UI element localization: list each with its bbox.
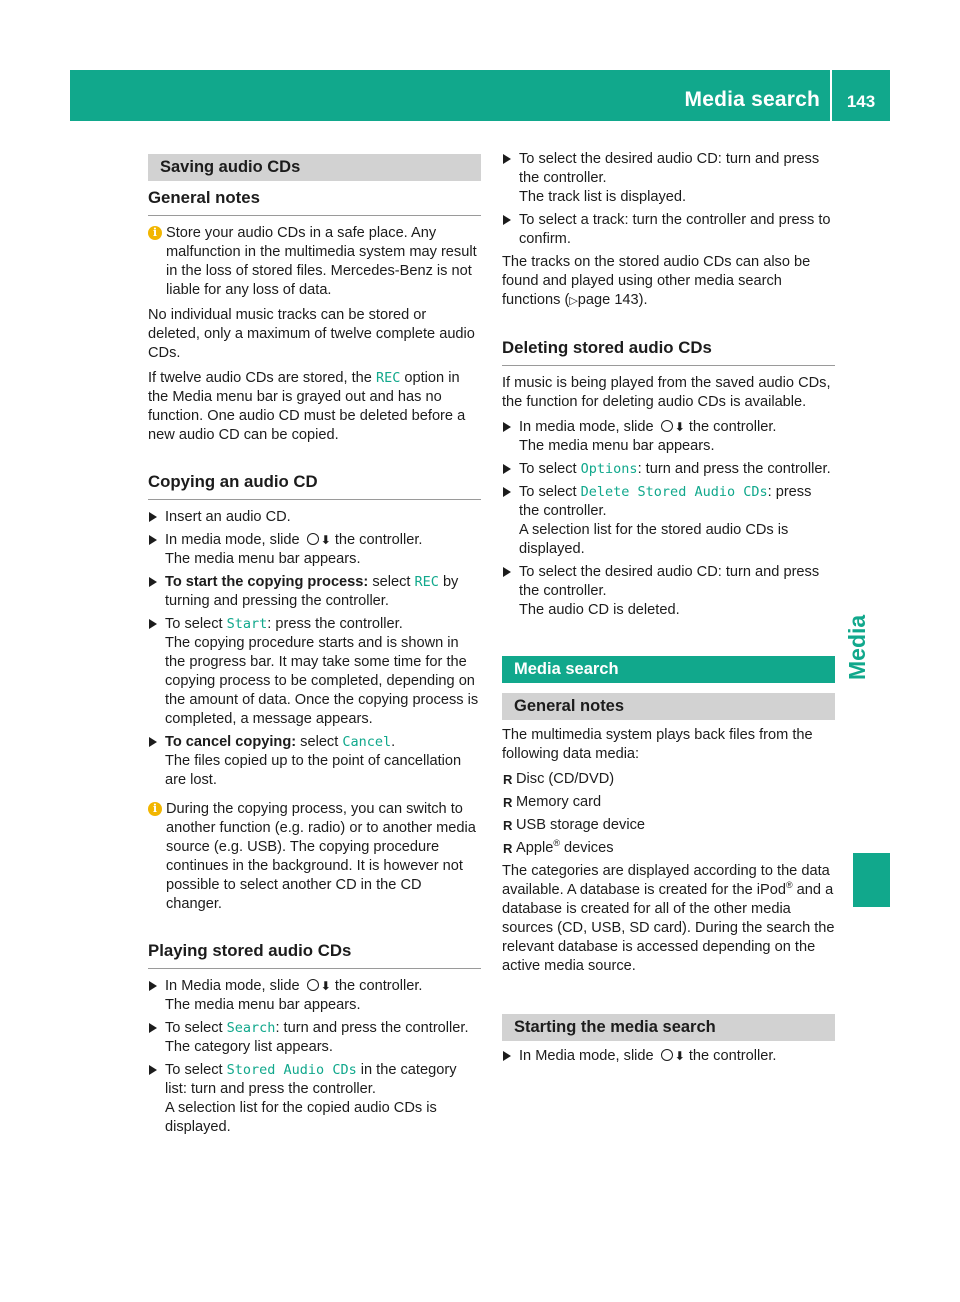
slide-down-icon: ⬇ xyxy=(320,533,331,547)
menu-option-cancel: Cancel xyxy=(342,734,392,750)
menu-option-rec: REC xyxy=(414,574,439,590)
page-ref-icon: ▷ xyxy=(569,295,578,307)
note-text: Store your audio CDs in a safe place. Any malfunction in the multimedia system may result in the loss of stored files. Mercedes-Benz is not liable for any loss of data. xyxy=(166,225,477,298)
page-reference[interactable]: page 143 xyxy=(577,292,639,308)
arrow-right-icon xyxy=(149,737,157,747)
step-item: To start the copying process: select REC by turning and pressing the controller. xyxy=(148,573,481,611)
arrow-right-icon xyxy=(149,981,157,991)
step-item: To select Options: turn and press the controller. xyxy=(502,460,835,479)
subsection-general-notes: General notes xyxy=(502,693,835,720)
heading-deleting: Deleting stored audio CDs xyxy=(502,337,835,366)
right-column xyxy=(502,150,835,1070)
heading-copying: Copying an audio CD xyxy=(148,471,481,500)
section-title-media-search: Media search xyxy=(502,656,835,683)
header-title: Media search xyxy=(684,88,820,111)
paragraph: The categories are displayed according to the data available. A database is created for the iPod® and a database is created for all of the other media sources (CD, USB, SD card). During the search the relevant database is accessed depending on the active media source. xyxy=(502,863,835,974)
step-item: To cancel copying: select Cancel. The files copied up to the point of cancellation are lost. xyxy=(148,733,481,790)
step-item: To select Start: press the controller. The copying procedure starts and is shown in the progress bar. It may take some time for the copying process to be completed, depending on the amount of data. Once the copying process is completed, a message appears. xyxy=(148,615,481,729)
paragraph: The multimedia system plays back files from the following data media: xyxy=(502,727,813,762)
slide-down-icon: ⬇ xyxy=(674,1049,685,1063)
menu-option-search: Search xyxy=(226,1020,276,1036)
controller-icon xyxy=(307,533,319,545)
list-item: R USB storage device xyxy=(503,817,645,833)
step-item: To select Search: turn and press the controller. The category list appears. xyxy=(148,1019,481,1057)
slide-down-icon: ⬇ xyxy=(320,979,331,993)
list-item: R Memory card xyxy=(503,794,602,810)
arrow-right-icon xyxy=(149,1065,157,1075)
step-item: In Media mode, slide ⬇ the controller. The media menu bar appears. xyxy=(148,977,481,1015)
bullet-icon: R xyxy=(503,772,513,787)
paragraph: The tracks on the stored audio CDs can also be found and played using other media search functions (▷page 143). xyxy=(502,254,811,308)
arrow-right-icon xyxy=(149,1023,157,1033)
menu-option-options: Options xyxy=(580,461,638,477)
page-header xyxy=(70,70,890,121)
menu-option-rec: REC xyxy=(375,370,401,386)
step-item: To select Stored Audio CDs in the category list: turn and press the controller. A selection list for the copied audio CDs is displayed. xyxy=(148,1061,481,1137)
paragraph: If twelve audio CDs are stored, the REC option in the Media menu bar is grayed out and has no function. One audio CD must be deleted before a new audio CD can be copied. xyxy=(148,370,466,443)
arrow-right-icon xyxy=(149,619,157,629)
info-icon: i xyxy=(148,226,162,240)
arrow-right-icon xyxy=(503,464,511,474)
note-text: During the copying process, you can switch to another function (e.g. radio) or to another media source (e.g. USB). The copying procedure continues in the background. It is however not possible to select another CD in the CD changer. xyxy=(166,801,476,912)
controller-icon xyxy=(661,420,673,432)
step-item: To select Delete Stored Audio CDs: press the controller. A selection list for the stored audio CDs is displayed. xyxy=(502,483,835,559)
arrow-right-icon xyxy=(503,487,511,497)
step-item: To select the desired audio CD: turn and press the controller. The track list is displayed. xyxy=(502,150,835,207)
bullet-icon: R xyxy=(503,818,513,833)
arrow-right-icon xyxy=(503,215,511,225)
menu-option-delete-stored-audio-cds: Delete Stored Audio CDs xyxy=(580,484,768,500)
page-number: 143 xyxy=(846,92,876,111)
info-note xyxy=(148,800,481,914)
paragraph: If music is being played from the saved audio CDs, the function for deleting audio CDs is available. xyxy=(502,375,831,410)
step-item: To select a track: turn the controller and press to confirm. xyxy=(502,211,835,249)
step-item: In Media mode, slide ⬇ the controller. xyxy=(502,1047,835,1066)
arrow-right-icon xyxy=(503,154,511,164)
list-item: R Apple® devices xyxy=(503,838,614,856)
arrow-right-icon xyxy=(149,512,157,522)
list-item: R Disc (CD/DVD) xyxy=(503,771,615,787)
left-column xyxy=(148,150,481,1141)
step-item: In media mode, slide ⬇ the controller. The media menu bar appears. xyxy=(502,418,835,456)
side-tab-marker xyxy=(853,853,890,907)
heading-playing: Playing stored audio CDs xyxy=(148,940,481,969)
menu-option-stored-audio-cds: Stored Audio CDs xyxy=(226,1062,357,1078)
slide-down-icon: ⬇ xyxy=(674,420,685,434)
heading-general-notes: General notes xyxy=(148,187,481,216)
step-item: Insert an audio CD. xyxy=(148,508,481,527)
arrow-right-icon xyxy=(149,577,157,587)
step-item: To select the desired audio CD: turn and press the controller. The audio CD is deleted. xyxy=(502,563,835,620)
arrow-right-icon xyxy=(503,422,511,432)
arrow-right-icon xyxy=(503,567,511,577)
controller-icon xyxy=(307,979,319,991)
paragraph: No individual music tracks can be stored or deleted, only a maximum of twelve complete audio CDs. xyxy=(148,307,475,361)
arrow-right-icon xyxy=(503,1051,511,1061)
arrow-right-icon xyxy=(149,535,157,545)
section-title-saving: Saving audio CDs xyxy=(148,154,481,181)
step-item: In media mode, slide ⬇ the controller. The media menu bar appears. xyxy=(148,531,481,569)
menu-option-start: Start xyxy=(226,616,268,632)
bullet-icon: R xyxy=(503,841,513,856)
section-title-starting: Starting the media search xyxy=(502,1014,835,1041)
side-tab-label: Media xyxy=(844,614,870,680)
bullet-icon: R xyxy=(503,795,513,810)
info-note xyxy=(148,224,481,300)
controller-icon xyxy=(661,1049,673,1061)
info-icon: i xyxy=(148,802,162,816)
